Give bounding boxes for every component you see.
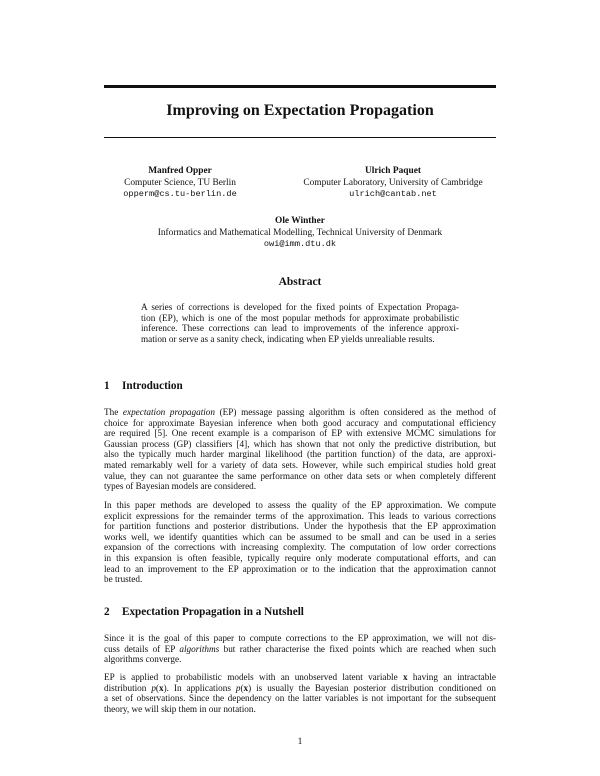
nutshell-paragraph-2: [104, 672, 496, 714]
author-email[interactable]: opperm@cs.tu-berlin.de: [123, 189, 237, 199]
paragraph-line: in this expansion is often feasible, typically require only moderate computational efforts, and can: [104, 552, 496, 563]
paragraph-line: distribution p(x). In applications p(x) is usually the Bayesian posterior distribution conditioned on: [104, 682, 496, 693]
author-email[interactable]: ulrich@cantab.net: [349, 189, 437, 199]
page-number: 1: [297, 737, 303, 747]
paragraph-line: also the typically much harder marginal likelihood (the partition function) of the data, are approxi-: [104, 449, 496, 460]
author-affiliation: Informatics and Mathematical Modelling, Technical University of Denmark: [157, 227, 443, 238]
section-heading-1: [104, 380, 183, 392]
paper-title: Improving on Expectation Propagation: [166, 102, 434, 119]
intro-paragraph-2: [104, 500, 496, 585]
paragraph-line: types of Bayesian models are considered.: [104, 481, 257, 492]
abstract-line: mation or serve as a sanity check, indicating when EP yields unrealiable results.: [141, 333, 435, 344]
abstract-line: inference. These corrections can lead to improvements of the inference approxi-: [141, 323, 459, 334]
paragraph-line: In this paper methods are developed to assess the quality of the EP approximation. We compute: [104, 500, 496, 510]
intro-paragraph-1: [104, 407, 496, 492]
paragraph-line: theory, we will skip them in our notation.: [104, 703, 256, 714]
paragraph-line: explicit expressions for the remainder terms of the approximation. This leads to various corrections: [104, 510, 496, 521]
abstract-heading: Abstract: [278, 276, 322, 288]
author-affiliation: Computer Science, TU Berlin: [124, 177, 236, 188]
abstract-line: A series of corrections is developed for the fixed points of Expectation Propaga-: [141, 302, 459, 312]
paragraph-line: be trusted.: [104, 574, 143, 585]
author-block-1: [104, 166, 256, 201]
paragraph-line: are required [5]. One recent example is a comparison of EP with extensive MCMC simulations for: [104, 428, 496, 439]
author-affiliation: Computer Laboratory, University of Cambridge: [303, 177, 483, 188]
paragraph-line: mated remarkably well for a variety of data sets. However, while such empirical studies hold great: [104, 459, 496, 470]
title-bottom-rule: [104, 137, 496, 138]
section-title: Introduction: [122, 380, 183, 392]
paragraph-line: cuss details of EP algorithms but rather characterise the fixed points which are reached when such: [104, 643, 496, 654]
section-heading-2: [104, 606, 304, 618]
abstract-line: tion (EP), which is one of the most popular methods for approximate probabilistic: [141, 312, 459, 323]
italic-term: expectation propagation: [122, 407, 215, 417]
paragraph-line: expansion of the corrections with increasing complexity. The computation of low order corrections: [104, 542, 496, 553]
abstract-body: [141, 302, 459, 344]
paragraph-line: choice for approximate Bayesian inference when both good accuracy and computational efficiency: [104, 417, 496, 428]
paragraph-line: EP is applied to probabilistic models with an unobserved latent variable x having an intractable: [104, 672, 496, 682]
author-block-3: [104, 216, 496, 251]
nutshell-paragraph-1: [104, 633, 496, 665]
author-name: Ulrich Paquet: [365, 166, 421, 176]
title-top-rule: [104, 85, 496, 88]
author-name: Ole Winther: [275, 216, 325, 226]
paragraph-line: Since it is the goal of this paper to compute corrections to the EP approximation, we will not dis-: [104, 633, 496, 643]
author-name: Manfred Opper: [148, 166, 212, 176]
section-number: 1: [104, 380, 110, 392]
paragraph-line: for partition functions and posterior distributions. Under the hypothesis that the EP approximation: [104, 521, 496, 532]
paragraph-line: value, they can not guarantee the same performance on other data sets or when completely different: [104, 470, 496, 481]
author-block-2: [280, 166, 506, 201]
paragraph-line: a set of observations. Since the dependency on the latter variables is not important for the subsequent: [104, 693, 496, 704]
paragraph-line: works well, we identify quantities which can be assumed to be small and can be used in a series: [104, 531, 496, 542]
paragraph-line: Gaussian process (GP) classifiers [4], which has shown that not only the predictive distribution, but: [104, 438, 496, 449]
paragraph-line: The expectation propagation (EP) message passing algorithm is often considered as the method of: [104, 407, 496, 417]
paragraph-line: algorithms converge.: [104, 654, 182, 665]
author-email[interactable]: owi@imm.dtu.dk: [263, 239, 337, 249]
section-title: Expectation Propagation in a Nutshell: [122, 606, 304, 618]
section-number: 2: [104, 606, 110, 618]
paragraph-line: lead to an improvement to the EP approximation or to the indication that the approximation cannot: [104, 563, 496, 574]
